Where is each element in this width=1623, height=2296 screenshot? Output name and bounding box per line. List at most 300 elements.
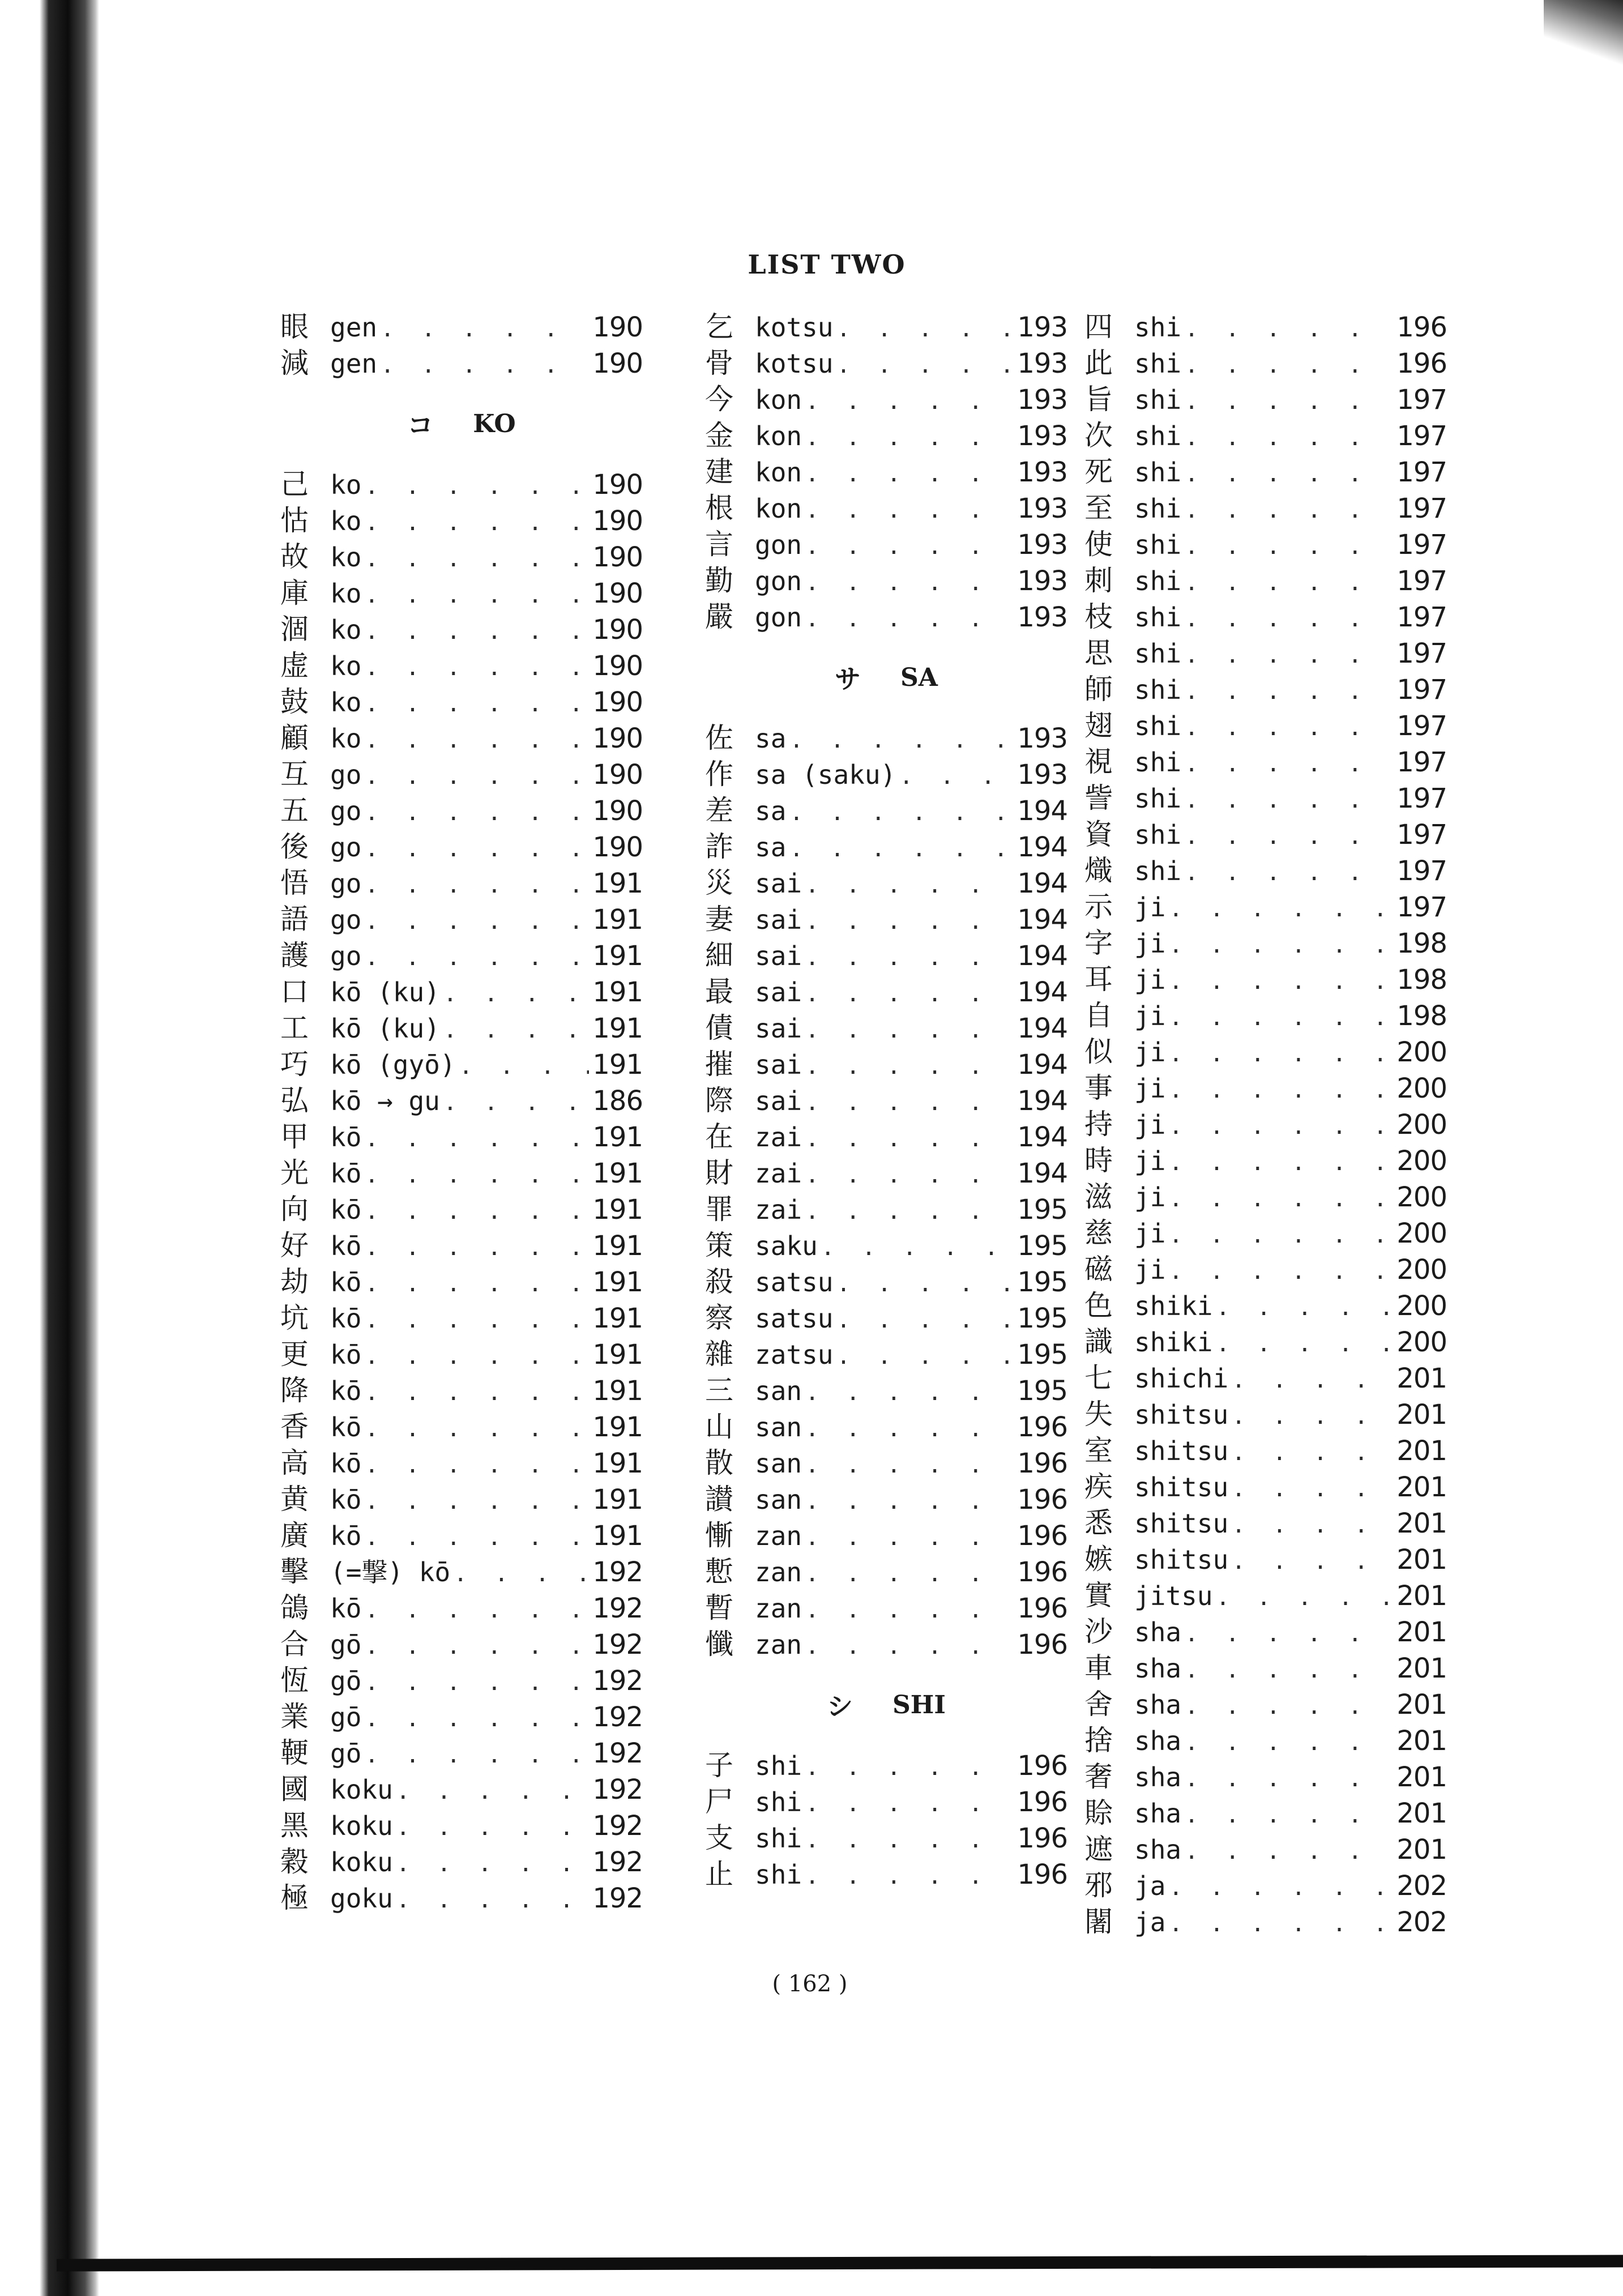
- entry-kanji: 骨: [705, 347, 733, 379]
- index-entry: [705, 1191, 1067, 1227]
- dot-leader: [805, 1157, 1014, 1193]
- entry-kanji: 耳: [1084, 963, 1113, 996]
- entry-reading: go: [330, 759, 362, 790]
- entry-reading: ji: [1134, 1073, 1166, 1104]
- entry-kanji: 嚴: [705, 600, 733, 633]
- entry-kanji: 雜: [705, 1338, 733, 1371]
- entry-reading: kotsu: [755, 348, 834, 379]
- index-entry: [280, 937, 643, 974]
- dot-leader: [1185, 782, 1393, 818]
- section-heading-kana: サ: [835, 664, 861, 694]
- entry-page-number: 191: [592, 1049, 643, 1081]
- index-entry: [280, 1554, 643, 1590]
- dot-leader: [805, 601, 1014, 637]
- entry-page-number: 191: [592, 1411, 643, 1443]
- entry-page-number: 202: [1396, 1906, 1447, 1938]
- dot-leader: [381, 347, 589, 383]
- entry-kanji: 懺: [705, 1628, 733, 1661]
- index-entry: [705, 865, 1067, 901]
- entry-kanji: 國: [280, 1773, 309, 1806]
- entry-page-number: 196: [1017, 1629, 1067, 1661]
- dot-leader: [805, 1193, 1014, 1230]
- index-entry: [280, 1843, 643, 1880]
- entry-kanji: 慚: [705, 1519, 733, 1552]
- entry-reading: ko: [330, 578, 362, 609]
- entry-reading: ko: [330, 542, 362, 573]
- index-entry: [705, 901, 1067, 937]
- dot-leader: [1185, 818, 1393, 855]
- entry-reading: saku: [755, 1231, 818, 1261]
- entry-page-number: 191: [592, 1375, 643, 1407]
- index-entry: [1084, 1396, 1447, 1432]
- section-heading: [705, 1662, 1067, 1747]
- dot-leader: [1169, 963, 1393, 1000]
- index-entry: [1084, 562, 1447, 599]
- entry-kanji: 旨: [1084, 383, 1113, 416]
- index-entry: [280, 1626, 643, 1662]
- entry-reading: kō: [330, 1376, 362, 1406]
- dot-leader: [365, 1338, 589, 1375]
- entry-page-number: 192: [592, 1810, 643, 1842]
- entry-kanji: 讃: [705, 1483, 733, 1516]
- entry-reading: kō: [330, 1194, 362, 1225]
- dot-leader: [365, 1447, 589, 1483]
- entry-page-number: 196: [1017, 1556, 1067, 1588]
- index-entry: [705, 1082, 1067, 1119]
- entry-kanji: 恆: [280, 1664, 309, 1697]
- entry-page-number: 190: [592, 759, 643, 791]
- index-entry: [705, 417, 1067, 454]
- dot-leader: [805, 1483, 1014, 1520]
- entry-reading: sha: [1134, 1726, 1182, 1756]
- index-entry: [280, 1046, 643, 1082]
- page-title: LIST TWO: [748, 249, 906, 280]
- dot-leader: [836, 1266, 1014, 1302]
- entry-page-number: 192: [592, 1774, 643, 1806]
- dot-leader: [836, 1302, 1014, 1338]
- entry-page-number: 201: [1396, 1616, 1447, 1648]
- entry-page-number: 200: [1396, 1290, 1447, 1322]
- dot-leader: [1216, 1290, 1393, 1326]
- section-heading-kana: シ: [827, 1691, 853, 1722]
- entry-kanji: 穀: [280, 1845, 309, 1878]
- entry-kanji: 口: [280, 975, 309, 1008]
- entry-kanji: 極: [280, 1881, 309, 1914]
- entry-reading: san: [755, 1484, 802, 1515]
- index-entry: [280, 1590, 643, 1626]
- dot-leader: [365, 1665, 589, 1701]
- entry-page-number: 193: [1017, 420, 1067, 452]
- index-entry: [280, 901, 643, 937]
- index-entry: [1084, 309, 1447, 345]
- entry-reading: kō: [330, 1412, 362, 1443]
- dot-leader: [396, 1882, 590, 1918]
- index-entry: [280, 309, 643, 345]
- entry-page-number: 194: [1017, 795, 1067, 827]
- index-entry: [280, 1191, 643, 1227]
- entry-page-number: 195: [1017, 1303, 1067, 1334]
- index-entry: [1084, 1070, 1447, 1106]
- entry-page-number: 201: [1396, 1471, 1447, 1503]
- dot-leader: [1169, 1000, 1393, 1036]
- entry-kanji: 至: [1084, 492, 1113, 524]
- entry-kanji: 怙: [280, 504, 309, 537]
- entry-reading: koku: [330, 1847, 393, 1877]
- entry-page-number: 201: [1396, 1689, 1447, 1721]
- index-entry: [1084, 1904, 1447, 1940]
- entry-kanji: 廣: [280, 1519, 309, 1552]
- entry-reading: shi: [755, 1751, 802, 1781]
- entry-page-number: 193: [1017, 456, 1067, 488]
- entry-kanji: 黑: [280, 1809, 309, 1842]
- entry-kanji: 己: [280, 468, 309, 501]
- index-entry: [705, 599, 1067, 635]
- entry-page-number: 192: [592, 1665, 643, 1697]
- entry-reading: sa (saku): [755, 759, 896, 790]
- entry-reading: ji: [1134, 1146, 1166, 1176]
- entry-kanji: 舍: [1084, 1688, 1113, 1721]
- index-entry: [1084, 1541, 1447, 1577]
- entry-kanji: 好: [280, 1229, 309, 1262]
- entry-page-number: 192: [592, 1846, 643, 1878]
- entry-kanji: 嫉: [1084, 1543, 1113, 1576]
- entry-page-number: 191: [592, 976, 643, 1008]
- entry-kanji: 資: [1084, 818, 1113, 851]
- index-entry: [280, 466, 643, 502]
- entry-kanji: 悟: [280, 867, 309, 899]
- page-number: ( 162 ): [772, 1971, 848, 1997]
- entry-page-number: 202: [1396, 1870, 1447, 1902]
- dot-leader: [805, 1048, 1014, 1085]
- entry-page-number: 201: [1396, 1363, 1447, 1394]
- entry-reading: zan: [755, 1593, 802, 1624]
- dot-leader: [365, 1592, 589, 1628]
- index-entry: [1084, 1142, 1447, 1179]
- index-entry: [1084, 1759, 1447, 1795]
- entry-page-number: 195: [1017, 1375, 1067, 1407]
- entry-page-number: 196: [1396, 348, 1447, 379]
- index-entry: [1084, 707, 1447, 744]
- entry-kanji: 言: [705, 528, 733, 561]
- entry-reading: go: [330, 868, 362, 899]
- entry-reading: shitsu: [1134, 1436, 1229, 1466]
- entry-kanji: 故: [280, 540, 309, 573]
- entry-reading: ko: [330, 687, 362, 718]
- dot-leader: [454, 1556, 589, 1592]
- entry-kanji: 四: [1084, 310, 1113, 343]
- entry-page-number: 196: [1396, 311, 1447, 343]
- entry-page-number: 191: [592, 904, 643, 936]
- entry-reading: ko: [330, 470, 362, 500]
- entry-reading: ko: [330, 651, 362, 681]
- entry-reading: sai: [755, 868, 802, 899]
- dot-leader: [1185, 456, 1393, 492]
- entry-page-number: 190: [592, 795, 643, 827]
- entry-reading: kō: [330, 1339, 362, 1370]
- entry-kanji: 慈: [1084, 1217, 1113, 1249]
- entry-reading: shi: [1134, 783, 1182, 814]
- entry-reading: kon: [755, 421, 802, 451]
- entry-reading: goku: [330, 1883, 393, 1914]
- dot-leader: [1216, 1326, 1393, 1362]
- entry-reading: shi: [1134, 421, 1182, 451]
- dot-leader: [805, 528, 1014, 565]
- entry-page-number: 190: [592, 311, 643, 343]
- entry-reading: sha: [1134, 1834, 1182, 1865]
- index-entry: [1084, 599, 1447, 635]
- entry-kanji: 香: [280, 1410, 309, 1443]
- entry-kanji: 後: [280, 830, 309, 863]
- entry-kanji: 失: [1084, 1398, 1113, 1431]
- dot-leader: [805, 940, 1014, 976]
- dot-leader: [1185, 746, 1393, 782]
- entry-page-number: 197: [1396, 420, 1447, 452]
- entry-reading: kō (gyō): [330, 1049, 456, 1080]
- entry-kanji: 持: [1084, 1108, 1113, 1141]
- entry-reading: gon: [755, 602, 802, 633]
- entry-page-number: 197: [1396, 601, 1447, 633]
- entry-page-number: 191: [592, 1013, 643, 1044]
- dot-leader: [1185, 492, 1393, 528]
- dot-leader: [805, 1786, 1014, 1822]
- dot-leader: [396, 1846, 590, 1882]
- entry-reading: gon: [755, 566, 802, 596]
- index-entry: [705, 1517, 1067, 1554]
- entry-page-number: 194: [1017, 976, 1067, 1008]
- entry-reading: kon: [755, 457, 802, 488]
- dot-leader: [1185, 710, 1393, 746]
- entry-reading: shichi: [1134, 1363, 1229, 1394]
- dot-leader: [365, 650, 589, 686]
- dot-leader: [805, 1411, 1014, 1447]
- entry-reading: sha: [1134, 1653, 1182, 1684]
- dot-leader: [805, 1858, 1014, 1894]
- entry-page-number: 196: [1017, 1411, 1067, 1443]
- entry-kanji: 鞕: [280, 1736, 309, 1769]
- index-entry: [1084, 1795, 1447, 1831]
- entry-kanji: 合: [280, 1628, 309, 1661]
- entry-kanji: 枝: [1084, 600, 1113, 633]
- dot-leader: [365, 1411, 589, 1447]
- entry-page-number: 191: [592, 1230, 643, 1262]
- entry-reading: shiki: [1134, 1327, 1213, 1358]
- entry-page-number: 193: [1017, 384, 1067, 416]
- entry-page-number: 197: [1396, 746, 1447, 778]
- index-entry: [1084, 490, 1447, 526]
- dot-leader: [1169, 1217, 1393, 1253]
- entry-reading: zan: [755, 1629, 802, 1660]
- entry-kanji: 勤: [705, 564, 733, 597]
- entry-page-number: 191: [592, 1158, 643, 1189]
- index-entry: [280, 1662, 643, 1698]
- entry-page-number: 194: [1017, 1013, 1067, 1044]
- entry-page-number: 201: [1396, 1508, 1447, 1539]
- dot-leader: [365, 722, 589, 758]
- entry-reading: kō (ku): [330, 1013, 440, 1044]
- entry-reading: ko: [330, 506, 362, 536]
- entry-reading: shi: [1134, 493, 1182, 524]
- entry-page-number: 201: [1396, 1834, 1447, 1866]
- entry-reading: kō: [330, 1231, 362, 1261]
- index-entry: [280, 345, 643, 381]
- entry-reading: gō: [330, 1702, 362, 1732]
- entry-reading: gō: [330, 1738, 362, 1769]
- index-entry: [1084, 816, 1447, 852]
- dot-leader: [365, 541, 589, 577]
- entry-reading: zai: [755, 1122, 802, 1153]
- dot-leader: [443, 1012, 590, 1048]
- entry-page-number: 190: [592, 469, 643, 501]
- entry-reading: shi: [1134, 530, 1182, 560]
- entry-kanji: 事: [1084, 1072, 1113, 1104]
- index-entry: [1084, 381, 1447, 417]
- dot-leader: [805, 1556, 1014, 1592]
- entry-page-number: 197: [1396, 855, 1447, 887]
- entry-reading: sai: [755, 1086, 802, 1116]
- index-entry: [280, 1735, 643, 1771]
- entry-kanji: 暫: [705, 1591, 733, 1624]
- dot-leader: [365, 831, 589, 867]
- dot-leader: [365, 1121, 589, 1157]
- entry-kanji: 光: [280, 1156, 309, 1189]
- index-entry: [280, 974, 643, 1010]
- entry-kanji: 尸: [705, 1785, 733, 1818]
- dot-leader: [1169, 1108, 1393, 1145]
- entry-kanji: 示: [1084, 890, 1113, 923]
- entry-reading: shi: [1134, 856, 1182, 886]
- entry-page-number: 196: [1017, 1823, 1067, 1854]
- entry-kanji: 察: [705, 1301, 733, 1334]
- index-entry: [280, 792, 643, 829]
- dot-leader: [836, 347, 1014, 383]
- entry-kanji: 顧: [280, 722, 309, 754]
- index-entry: [705, 1747, 1067, 1783]
- dot-leader: [805, 1520, 1014, 1556]
- dot-leader: [396, 1773, 590, 1810]
- entry-kanji: 高: [280, 1446, 309, 1479]
- entry-reading: kon: [755, 493, 802, 524]
- entry-kanji: 策: [705, 1229, 733, 1262]
- entry-reading: zai: [755, 1194, 802, 1225]
- entry-kanji: 室: [1084, 1434, 1113, 1467]
- entry-kanji: 鴿: [280, 1591, 309, 1624]
- section-heading-roman: KO: [473, 409, 516, 438]
- entry-page-number: 200: [1396, 1073, 1447, 1104]
- index-entry: [705, 1227, 1067, 1264]
- entry-reading: zai: [755, 1158, 802, 1189]
- entry-reading: sai: [755, 1049, 802, 1080]
- dot-leader: [1169, 1181, 1393, 1217]
- entry-kanji: 五: [280, 794, 309, 827]
- dot-leader: [805, 1822, 1014, 1858]
- entry-page-number: 201: [1396, 1399, 1447, 1431]
- index-entry: [1084, 1215, 1447, 1251]
- dot-leader: [805, 1447, 1014, 1483]
- dot-leader: [1185, 1833, 1393, 1870]
- entry-kanji: 悉: [1084, 1507, 1113, 1539]
- entry-page-number: 196: [1017, 1520, 1067, 1552]
- index-entry: [280, 1336, 643, 1372]
- index-entry: [705, 1590, 1067, 1626]
- index-entry: [705, 1264, 1067, 1300]
- dot-leader: [1185, 855, 1393, 891]
- entry-kanji: 弘: [280, 1084, 309, 1117]
- entry-reading: ja: [1134, 1871, 1166, 1901]
- dot-leader: [365, 867, 589, 903]
- dot-leader: [805, 1085, 1014, 1121]
- entry-reading: shitsu: [1134, 1508, 1229, 1539]
- index-entry: [705, 1300, 1067, 1336]
- dot-leader: [365, 1193, 589, 1230]
- entry-kanji: 佐: [705, 722, 733, 754]
- entry-page-number: 201: [1396, 1798, 1447, 1829]
- dot-leader: [365, 1302, 589, 1338]
- index-entry: [1084, 1577, 1447, 1614]
- dot-leader: [805, 420, 1014, 456]
- entry-reading: koku: [330, 1774, 393, 1805]
- entry-reading: sai: [755, 904, 802, 935]
- index-entry: [1084, 1432, 1447, 1469]
- entry-page-number: 193: [1017, 759, 1067, 791]
- entry-page-number: 190: [592, 831, 643, 863]
- entry-page-number: 193: [1017, 723, 1067, 754]
- index-entry: [1084, 1287, 1447, 1324]
- entry-page-number: 201: [1396, 1725, 1447, 1757]
- entry-kanji: 磁: [1084, 1253, 1113, 1286]
- entry-reading: ji: [1134, 965, 1166, 995]
- section-heading-roman: SA: [900, 663, 938, 692]
- dot-leader: [365, 468, 589, 505]
- entry-page-number: 200: [1396, 1036, 1447, 1068]
- dot-leader: [1232, 1362, 1393, 1398]
- entry-kanji: 思: [1084, 637, 1113, 669]
- entry-page-number: 195: [1017, 1339, 1067, 1371]
- entry-kanji: 翅: [1084, 709, 1113, 742]
- index-entry: [1084, 780, 1447, 816]
- index-entry: [1084, 1251, 1447, 1287]
- index-entry: [1084, 852, 1447, 889]
- entry-kanji: 工: [280, 1012, 309, 1044]
- entry-kanji: 金: [705, 419, 733, 452]
- index-entry: [280, 1409, 643, 1445]
- entry-reading: shi: [1134, 820, 1182, 850]
- index-entry: [1084, 1034, 1447, 1070]
- dot-leader: [899, 758, 1014, 795]
- dot-leader: [1185, 347, 1393, 383]
- index-column-1: [280, 309, 643, 1916]
- dot-leader: [1185, 420, 1393, 456]
- dot-leader: [1185, 1652, 1393, 1688]
- dot-leader: [1185, 311, 1393, 347]
- dot-leader: [1185, 1688, 1393, 1725]
- entry-reading: ko: [330, 614, 362, 645]
- entry-reading: ji: [1134, 892, 1166, 923]
- entry-kanji: 識: [1084, 1325, 1113, 1358]
- entry-page-number: 191: [592, 1303, 643, 1334]
- entry-page-number: 197: [1396, 456, 1447, 488]
- index-entry: [705, 829, 1067, 865]
- entry-page-number: 197: [1396, 674, 1447, 706]
- index-entry: [280, 829, 643, 865]
- entry-reading: san: [755, 1376, 802, 1406]
- index-entry: [280, 865, 643, 901]
- dot-leader: [365, 940, 589, 976]
- entry-page-number: 197: [1396, 565, 1447, 597]
- entry-page-number: 194: [1017, 868, 1067, 899]
- dot-leader: [836, 1338, 1014, 1375]
- entry-page-number: 200: [1396, 1326, 1447, 1358]
- entry-reading: kon: [755, 385, 802, 415]
